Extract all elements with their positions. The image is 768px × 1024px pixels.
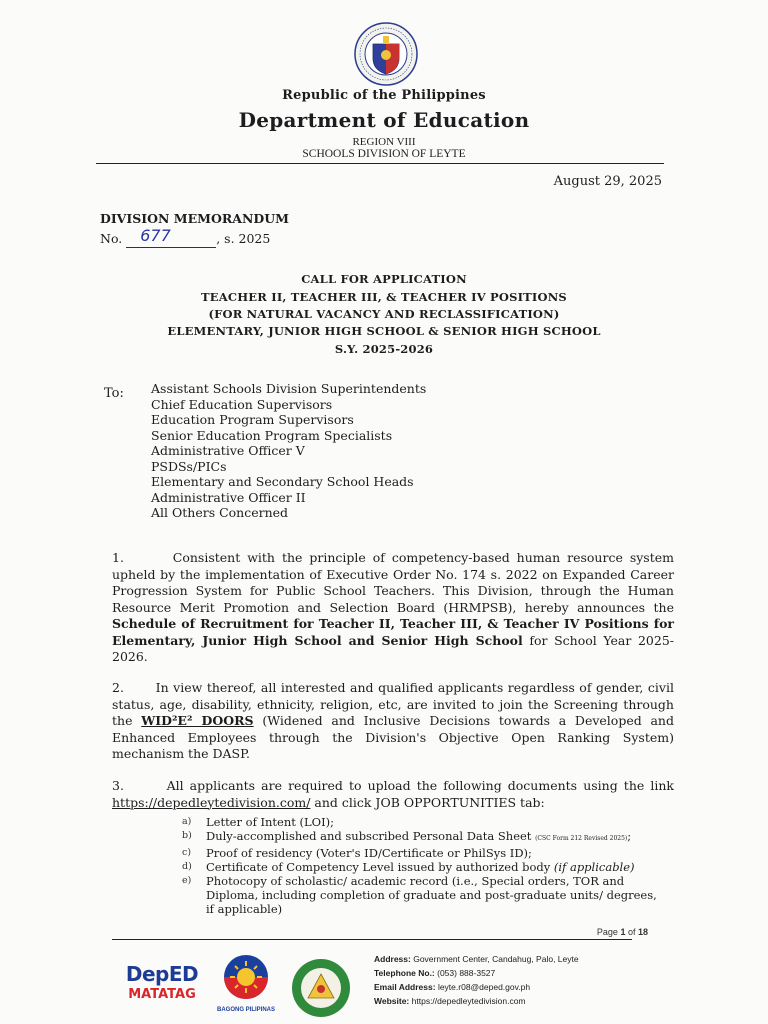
title-line-5: S.Y. 2025-2026 [334, 342, 434, 356]
recipient-item: PSDSs/PICs [151, 458, 227, 474]
header-divider [96, 163, 664, 164]
footer-phone: Telephone No.: (053) 888-3527 [374, 968, 496, 978]
title-line-3: (FOR NATURAL VACANCY AND RECLASSIFICATION) [208, 307, 560, 321]
recipient-item: Administrative Officer V [151, 443, 305, 458]
recipient-list [151, 381, 426, 521]
memo-series: , s. 2025 [216, 231, 271, 246]
required-documents-list [182, 815, 662, 916]
paragraph-1: 1. Consistent with the principle of competency-based human resource system upheld by the implementation of Executive Order No. 174 s. 2022 on Expanded Career Progression System for Public School Teachers. This Division, through the Human Resource Merit Promotion and Selection Board (HRMPSB), hereby announces the Schedule of Recruitment for Teacher II, Teacher III, & Teacher IV Positions for Elementary, Junior High School and Senior High School for School Year 2025-2026. [112, 550, 674, 664]
document-item: c) Proof of residency (Voter's ID/Certificate or PhilSys ID); [182, 846, 532, 860]
document-item: b) Duly-accomplished and subscribed Personal Data Sheet (CSC Form 212 Revised 2025); [182, 829, 632, 843]
deped-seal-logo [354, 22, 418, 86]
wid2e2-doors-term: WID²E² DOORS [141, 713, 254, 728]
footer-divider [112, 939, 632, 940]
paragraph-2: 2. In view thereof, all interested and qualified applicants regardless of gender, civil status, age, disability, ethnicity, religion, etc, are invited to join the Screening through the WID²E² DOORS (Widened and Inclusive Decisions towards a Developed and Enhanced Employees through the Division's Objective Open Ranking System) mechanism the DASP. [112, 680, 674, 761]
document-marker: a) [182, 816, 192, 827]
form-reference-note: (CSC Form 212 Revised 2025) [535, 835, 628, 842]
document-marker: d) [182, 861, 192, 872]
recipient-item: Administrative Officer II [151, 489, 306, 505]
paragraph-2-number: 2. [112, 680, 124, 695]
document-marker: c) [182, 847, 192, 858]
title-line-1: CALL FOR APPLICATION [301, 272, 467, 286]
recipient-item: Chief Education Supervisors [151, 396, 333, 412]
deped-matatag-logo: DepED MATATAG [125, 962, 199, 1002]
document-marker: b) [182, 830, 192, 841]
sun-flag-icon [214, 953, 278, 1003]
title-line-2: TEACHER II, TEACHER III, & TEACHER IV POSITIONS [201, 290, 567, 304]
paragraph-1-emphasis: Schedule of Recruitment for Teacher II, Teacher III, & Teacher IV Positions for Elementary, Junior High School and Senior High School [112, 616, 674, 648]
contact-footer [374, 952, 579, 1008]
memo-number-handwritten: 677 [126, 228, 216, 248]
document-item: e) Photocopy of scholastic/ academic record (i.e., Special orders, TOR and Diploma, including completion of graduate and post-graduate units/ degrees, if applicable) [182, 874, 657, 916]
footer-email: Email Address: leyte.r08@deped.gov.ph [374, 982, 531, 992]
recipient-item: All Others Concerned [151, 505, 289, 520]
sdo-leyte-logo [290, 958, 354, 1018]
document-item: d) Certificate of Competency Level issued by authorized body (if applicable) [182, 860, 635, 874]
republic-heading: Republic of the Philippines [282, 88, 486, 103]
division-heading: SCHOOLS DIVISION OF LEYTE [302, 148, 466, 160]
document-marker: e) [182, 875, 192, 886]
page-number: Page 1 of 18 [596, 927, 648, 937]
paragraph-3-number: 3. [112, 778, 124, 793]
paragraph-1-number: 1. [112, 550, 124, 565]
paragraph-3: 3. All applicants are required to upload the following documents using the link https://depedleytedivision.com/ and click JOB OPPORTUNITIES tab: [112, 778, 674, 810]
sdo-seal-icon [290, 958, 352, 1018]
memo-date: August 29, 2025 [553, 174, 662, 189]
memo-number [100, 228, 270, 248]
title-line-4: ELEMENTARY, JUNIOR HIGH SCHOOL & SENIOR HIGH SCHOOL [167, 324, 601, 338]
region-heading: REGION VIII [352, 136, 416, 148]
memo-number-label: No. [100, 231, 123, 246]
recipient-item: Elementary and Secondary School Heads [151, 474, 414, 489]
footer-address: Address: Government Center, Candahug, Palo, Leyte [374, 954, 579, 964]
document-item: a) Letter of Intent (LOI); [182, 815, 334, 829]
memo-heading: DIVISION MEMORANDUM [100, 211, 289, 226]
if-applicable-note: (if applicable) [553, 860, 635, 874]
bagong-pilipinas-logo: BAGONG PILIPINAS [214, 953, 278, 1013]
to-label: To: [104, 386, 124, 401]
job-portal-link[interactable]: https://depedleytedivision.com/ [112, 794, 311, 810]
footer-website: Website: https://depedleytedivision.com [374, 996, 526, 1006]
recipient-item: Education Program Supervisors [151, 412, 354, 427]
department-heading: Department of Education [238, 108, 530, 132]
recipient-item: Assistant Schools Division Superintendents [151, 381, 427, 396]
recipient-item: Senior Education Program Specialists [151, 427, 393, 443]
